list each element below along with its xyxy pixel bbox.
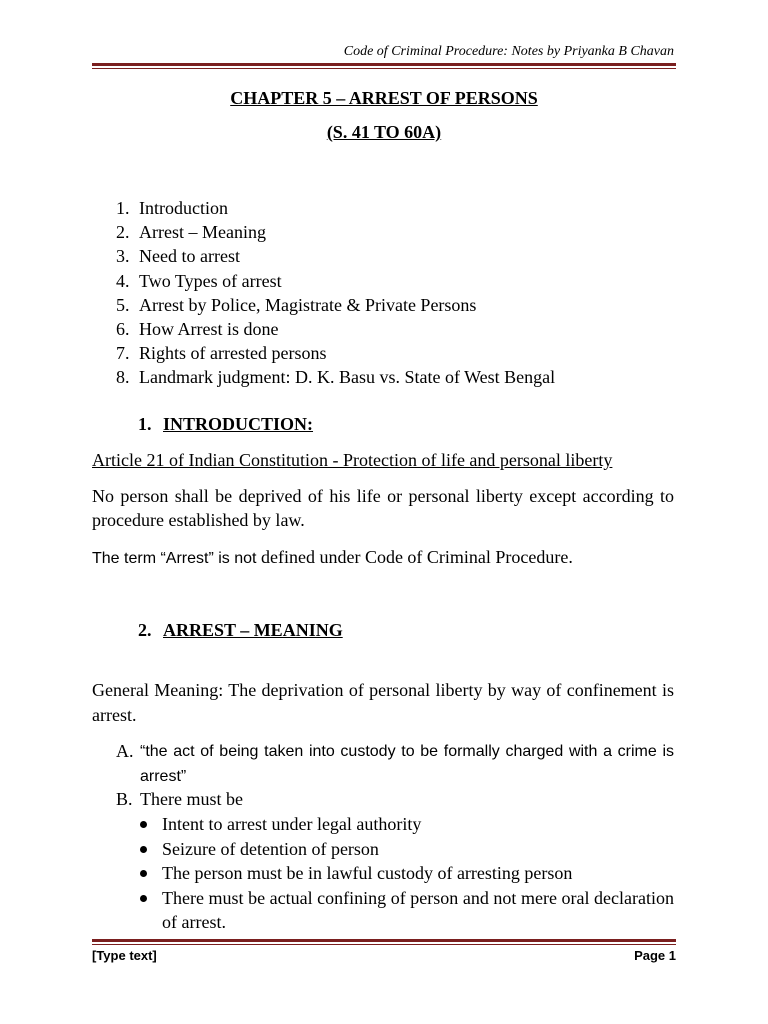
list-number: 8. [116,367,130,388]
bullet-icon [140,821,147,828]
section-heading-introduction [138,414,313,435]
list-item [116,220,555,244]
bullet-icon [140,846,147,853]
chapter-title: CHAPTER 5 – ARREST OF PERSONS [230,88,538,108]
general-meaning-paragraph: General Meaning: The deprivation of personal liberty by way of confinement is arrest. [92,680,674,725]
list-item [138,812,674,837]
section-number: 1. [138,414,152,434]
bullet-text: The person must be in lawful custody of arresting person [162,863,573,883]
footer-rule-thin [92,944,676,945]
arrest-definition-paragraph [92,545,674,571]
page-number: Page 1 [634,948,676,963]
list-number: 7. [116,343,130,364]
list-number: 2. [116,222,130,243]
list-label: Introduction [139,198,228,218]
running-header: Code of Criminal Procedure: Notes by Priyanka B Chavan [343,44,674,59]
bullet-icon [140,870,147,877]
list-number: 3. [116,246,130,267]
contents-list [116,196,555,390]
section-heading-arrest-meaning [138,620,343,641]
item-a-quote: “the act of being taken into custody to be formally charged with a crime is arrest” [140,743,674,785]
footer-rule-thick [92,939,676,942]
list-item [116,317,555,341]
requirements-list [138,812,674,935]
list-label: How Arrest is done [139,318,279,339]
chapter-sections: (S. 41 TO 60A) [326,122,442,142]
list-number: 4. [116,270,130,291]
article-21-line: Article 21 of Indian Constitution - Protection of life and personal liberty [92,450,613,470]
liberty-paragraph: No person shall be deprived of his life or personal liberty except according to procedure established by law. [92,486,674,530]
list-item [138,837,674,862]
bullet-text: Intent to arrest under legal authority [162,814,422,834]
bullet-text: There must be actual confining of person and not mere oral declaration of arrest. [162,887,674,932]
arrest-term-rest: defined under Code of Criminal Procedure. [256,547,573,567]
list-item [138,861,674,886]
list-item [116,293,555,317]
bullet-text: Seizure of detention of person [162,838,379,859]
bullet-icon [140,895,147,902]
list-label: Landmark judgment: D. K. Basu vs. State of West Bengal [139,367,556,388]
list-label: Need to arrest [139,246,240,267]
section-title: INTRODUCTION: [163,414,314,434]
list-label: Arrest by Police, Magistrate & Private Persons [139,294,477,315]
list-label: Arrest – Meaning [139,222,266,243]
list-number: 6. [116,318,130,339]
list-item [116,244,555,268]
list-item [116,341,555,365]
list-item [116,196,555,220]
footer-placeholder-text: [Type text] [92,948,157,963]
section-number: 2. [138,620,152,640]
list-item [116,365,555,389]
item-b-label: B. [116,789,133,809]
item-b-text: There must be [140,789,243,809]
list-number: 1. [116,198,130,218]
list-item [116,269,555,293]
header-rule-thick [92,63,676,66]
arrest-term-text: The term “Arrest” is not [92,550,257,567]
list-item [138,886,674,935]
section-title: ARREST – MEANING [163,620,343,640]
list-label: Rights of arrested persons [139,343,327,364]
item-a-label: A. [116,741,134,761]
list-label: Two Types of arrest [139,270,282,291]
list-number: 5. [116,294,130,315]
header-rule-thin [92,68,676,69]
